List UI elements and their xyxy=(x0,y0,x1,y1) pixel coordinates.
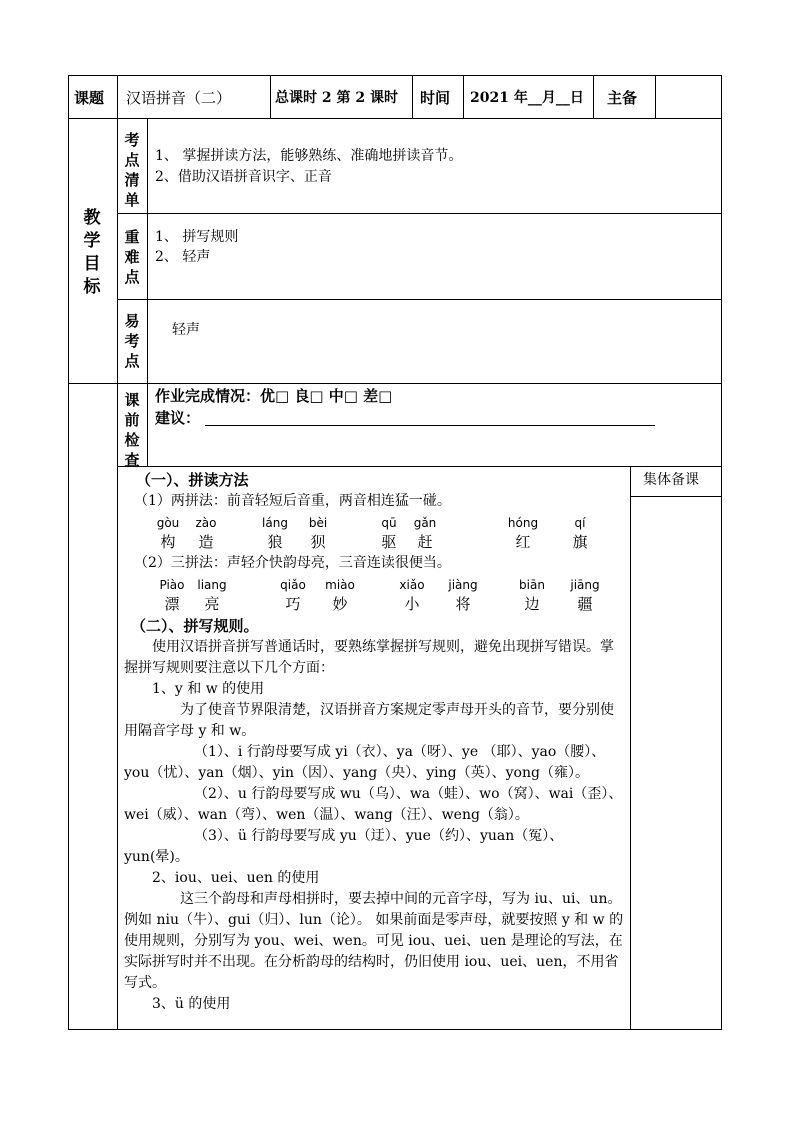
rule-left xyxy=(68,75,69,1030)
time-label: 时间 xyxy=(420,89,451,107)
rules-paragraph-3: 为了使音节界限清楚，汉语拼音方案规定零声母开头的音节，要分别使用隔音字母 y 和 w。 xyxy=(124,702,614,739)
row1-hanzi-6: 赶 xyxy=(417,533,433,551)
collective-prep-label: 集体备课 xyxy=(643,472,699,488)
zhongnan-item-2: 2、 轻声 xyxy=(155,249,211,265)
row1-hanzi-1: 构 xyxy=(160,533,176,551)
row2-hanzi-1: 漂 xyxy=(164,595,180,613)
section-1-title: （一）、拼读方法 xyxy=(136,471,249,489)
yikao-label: 易考点 xyxy=(124,312,140,370)
row2-pinyin-1: Piào xyxy=(159,578,185,592)
lesson-info: 总课时 2 第 2 课时 xyxy=(275,90,398,106)
section-2-title: （二）、拼写规则。 xyxy=(131,617,259,635)
rule-header-col3 xyxy=(412,75,413,119)
rules-body xyxy=(124,637,624,1015)
rule-header-bottom xyxy=(68,118,722,119)
row2-pinyin-8: jiāng xyxy=(570,578,600,592)
rule-header-col5 xyxy=(593,75,594,119)
rule-right xyxy=(721,75,722,1030)
row2-pinyin-7: biān xyxy=(519,578,545,592)
rule-zhongnan-bottom xyxy=(117,299,722,300)
date-text: 2021 年__月__日 xyxy=(470,90,584,106)
rule-objectives-left xyxy=(117,118,118,1030)
course-label: 课题 xyxy=(74,89,105,107)
course-title: 汉语拼音（二） xyxy=(126,89,232,107)
rules-paragraph-1: 使用汉语拼音拼写普通话时，要熟练掌握拼写规则，避免出现拼写错误。掌握拼写规则要注意以下几个方面： xyxy=(124,639,614,676)
rule-top xyxy=(68,75,722,76)
row2-pinyin-2: liang xyxy=(197,578,227,592)
row2-pinyin-6: jiàng xyxy=(448,578,478,592)
rule-header-col2 xyxy=(270,75,271,119)
zhongnan-label: 重难点 xyxy=(124,228,140,286)
rule-collective-left xyxy=(630,466,631,1030)
kaodian-item-1: 1、 掌握拼读方法，能够熟练、准确地拼读音节。 xyxy=(155,148,463,164)
suggestion-label: 建议： xyxy=(155,409,201,427)
suggestion-underline xyxy=(205,425,655,426)
rules-paragraph-6: （3）、ü 行韵母要写成 yu（迂）、yue（约）、yuan（冤）、yun(晕)。 xyxy=(124,828,564,865)
rule-kaodian-bottom xyxy=(117,213,722,214)
row2-pinyin-3: qiǎo xyxy=(280,578,306,592)
row2-hanzi-4: 妙 xyxy=(332,595,348,613)
rule-header-col1 xyxy=(117,75,118,119)
kaodian-item-2: 2、借助汉语拼音识字、正音 xyxy=(155,169,332,185)
row1-hanzi-2: 造 xyxy=(198,533,214,551)
rule-collective-bottom xyxy=(630,496,722,497)
row2-hanzi-8: 疆 xyxy=(577,595,593,613)
precheck-label: 课前检查 xyxy=(124,391,140,469)
row1-pinyin-4: bèi xyxy=(308,516,328,530)
row1-hanzi-8: 旗 xyxy=(572,533,588,551)
row2-hanzi-7: 边 xyxy=(524,595,540,613)
two-spell-rule: （1）两拼法：前音轻短后音重，两音相连猛一碰。 xyxy=(134,493,451,509)
three-spell-rule: （2）三拼法：声轻介快韵母亮，三音连读很便当。 xyxy=(134,555,451,571)
row1-pinyin-8: qí xyxy=(574,516,586,530)
rules-paragraph-4: （1）、i 行韵母要写成 yi（衣）、ya（呀）、ye （耶）、yao（腰）、you（忧）、yan（烟）、yin（因）、yang（央）、ying（英）、yong（雍）。 xyxy=(124,744,606,781)
yikao-text: 轻声 xyxy=(172,322,200,338)
row2-hanzi-3: 巧 xyxy=(285,595,301,613)
row1-hanzi-5: 驱 xyxy=(381,533,397,551)
zhongnan-item-1: 1、 拼写规则 xyxy=(155,229,239,245)
kaodian-label: 考点清单 xyxy=(124,131,140,209)
row2-hanzi-5: 小 xyxy=(404,595,420,613)
row1-hanzi-4: 狈 xyxy=(310,533,326,551)
rules-paragraph-7: 2、iou、uei、uen 的使用 xyxy=(152,870,320,886)
rule-objectives-bottom xyxy=(68,383,722,384)
preparer-label: 主备 xyxy=(607,89,638,107)
rules-paragraph-8: 这三个韵母和声母相拼时，要去掉中间的元音字母，写为 iu、ui、un。例如 niu（牛）、gui（归）、lun（论）。 如果前面是零声母，就要按照 y 和 w 的使用规则，分别写为 you、wei、wen。可见 iou、uei、uen 是理论的写法，在实际拼写时并不出现。在分析韵母的结构时，仍旧使用 iou、uei、uen，不用省写式。 xyxy=(124,891,624,991)
rules-paragraph-2: 1、y 和 w 的使用 xyxy=(152,681,265,697)
row1-pinyin-6: gǎn xyxy=(413,516,437,530)
row1-pinyin-5: qū xyxy=(381,516,397,530)
row1-pinyin-1: gòu xyxy=(156,516,180,530)
row2-pinyin-5: xiǎo xyxy=(399,578,425,592)
rule-header-col4 xyxy=(463,75,464,119)
row1-pinyin-2: zào xyxy=(195,516,217,530)
rule-objectives-sub xyxy=(147,118,148,467)
objectives-label: 教学目标 xyxy=(83,208,101,297)
row1-pinyin-3: láng xyxy=(262,516,288,530)
row1-pinyin-7: hóng xyxy=(507,516,539,530)
rule-precheck-bottom xyxy=(117,466,722,467)
row2-hanzi-6: 将 xyxy=(455,595,471,613)
row1-hanzi-7: 红 xyxy=(515,533,531,551)
homework-status: 作业完成情况：优□ 良□ 中□ 差□ xyxy=(155,387,393,405)
rules-paragraph-5: （2）、u 行韵母要写成 wu（乌）、wa（蛙）、wo（窝）、wai（歪）、wei（威）、wan（弯）、wen（温）、wang（汪）、weng（翁）。 xyxy=(124,786,623,823)
row2-pinyin-4: miào xyxy=(325,578,355,592)
rule-header-col6 xyxy=(655,75,656,119)
rule-bottom xyxy=(68,1029,722,1030)
row2-hanzi-2: 亮 xyxy=(204,595,220,613)
rules-paragraph-9: 3、ü 的使用 xyxy=(152,996,231,1012)
row1-hanzi-3: 狼 xyxy=(267,533,283,551)
